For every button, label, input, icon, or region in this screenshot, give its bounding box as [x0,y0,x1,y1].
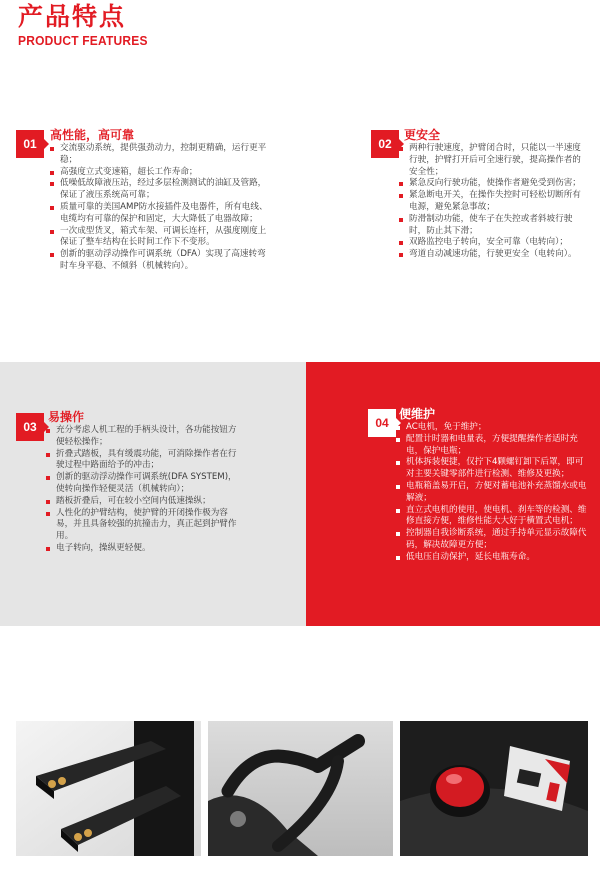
feature-number-badge: 04 [368,409,396,437]
list-item: 人性化的护臂结构，使护臂的开闭操作极为容易，并且具备较强的抗撞击力，真正起到护臂作用。 [46,508,242,543]
list-item: 电瓶箱盖易开启，方便对蓄电池补充蒸馏水或电解液； [396,481,588,505]
feature-list [50,143,272,273]
list-item: 机体拆装便捷，仅拧下4颗螺钉卸下后罩，即可对主要关键零部件进行检测、维修及更换； [396,457,588,481]
list-item: 高强度立式变速箱，超长工作寿命； [50,167,272,179]
list-item: AC电机，免于维护； [396,422,588,434]
list-item: 一次成型货叉，箱式车架、可调长连杆，从强度刚度上保证了整车结构在长时间工作下不变形。 [50,226,272,250]
feature-list [46,425,242,555]
feature-list [399,143,587,261]
page-subtitle: PRODUCT FEATURES [18,33,148,49]
feature-title: 高性能，高可靠 [50,128,135,142]
header [18,2,148,47]
list-item: 交流驱动系统，提供强劲动力，控制更精确，运行更平稳； [50,143,272,167]
emergency-button-photo [400,721,588,856]
list-item: 低电压自动保护，延长电瓶寿命。 [396,552,588,564]
feature-number-badge: 03 [16,413,44,441]
list-item: 控制器自我诊断系统，通过手持单元显示故障代码，解决故障更方便； [396,528,588,552]
list-item: 紧急反向行驶功能，使操作者避免受到伤害； [399,178,587,190]
list-item: 踏板折叠后，可在较小空间内低速操纵； [46,496,242,508]
list-item: 充分考虑人机工程的手柄头设计，各功能按钮方便轻松操作； [46,425,242,449]
list-item: 低噪低故障液压站，经过多层检测测试的油缸及管路，保证了液压系统高可靠； [50,178,272,202]
list-item: 紧急断电开关，在操作失控时可轻松切断所有电源，避免紧急事故； [399,190,587,214]
list-item: 折叠式踏板，具有缓震功能，可消除操作者在行驶过程中路面给予的冲击； [46,449,242,473]
list-item: 配置计时器和电量表，方便提醒操作者适时充电，保护电瓶； [396,434,588,458]
feature-list [396,422,588,564]
list-item: 创新的驱动浮动操作可调系统（DFA）实现了高速转弯时车身平稳、不倾斜（机械转向）。 [50,249,272,273]
feature-number-badge: 01 [16,130,44,158]
feature-title: 更安全 [404,128,441,142]
feature-title: 易操作 [48,410,85,424]
list-item: 弯道自动减速功能，行驶更安全（电转向）。 [399,249,587,261]
list-item: 防滑制动功能，使车子在失控或者斜坡行驶时，防止其下滑； [399,214,587,238]
list-item: 质量可靠的美国AMP防水接插件及电器件，所有电线、电缆均有可靠的保护和固定，大大降低了电器故障； [50,202,272,226]
list-item: 电子转向，操纵更轻便。 [46,543,242,555]
page-title: 产品特点 [18,2,127,31]
list-item: 直立式电机的使用，使电机、刹车等的检测、维修直接方便，维修性能大大好于横置式电机； [396,505,588,529]
forks-photo [16,721,201,856]
feature-title: 便维护 [399,407,436,421]
list-item: 双路监控电子转向，安全可靠（电转向）； [399,237,587,249]
product-photos [16,721,600,856]
list-item: 创新的驱动浮动操作可调系统(DFA SYSTEM)，使转向操作轻便灵活（机械转向）； [46,472,242,496]
handle-photo [208,721,393,856]
feature-number-badge: 02 [371,130,399,158]
list-item: 两种行驶速度，护臂闭合时，只能以一半速度行驶，护臂打开后可全速行驶，提高操作者的安全性； [399,143,587,178]
